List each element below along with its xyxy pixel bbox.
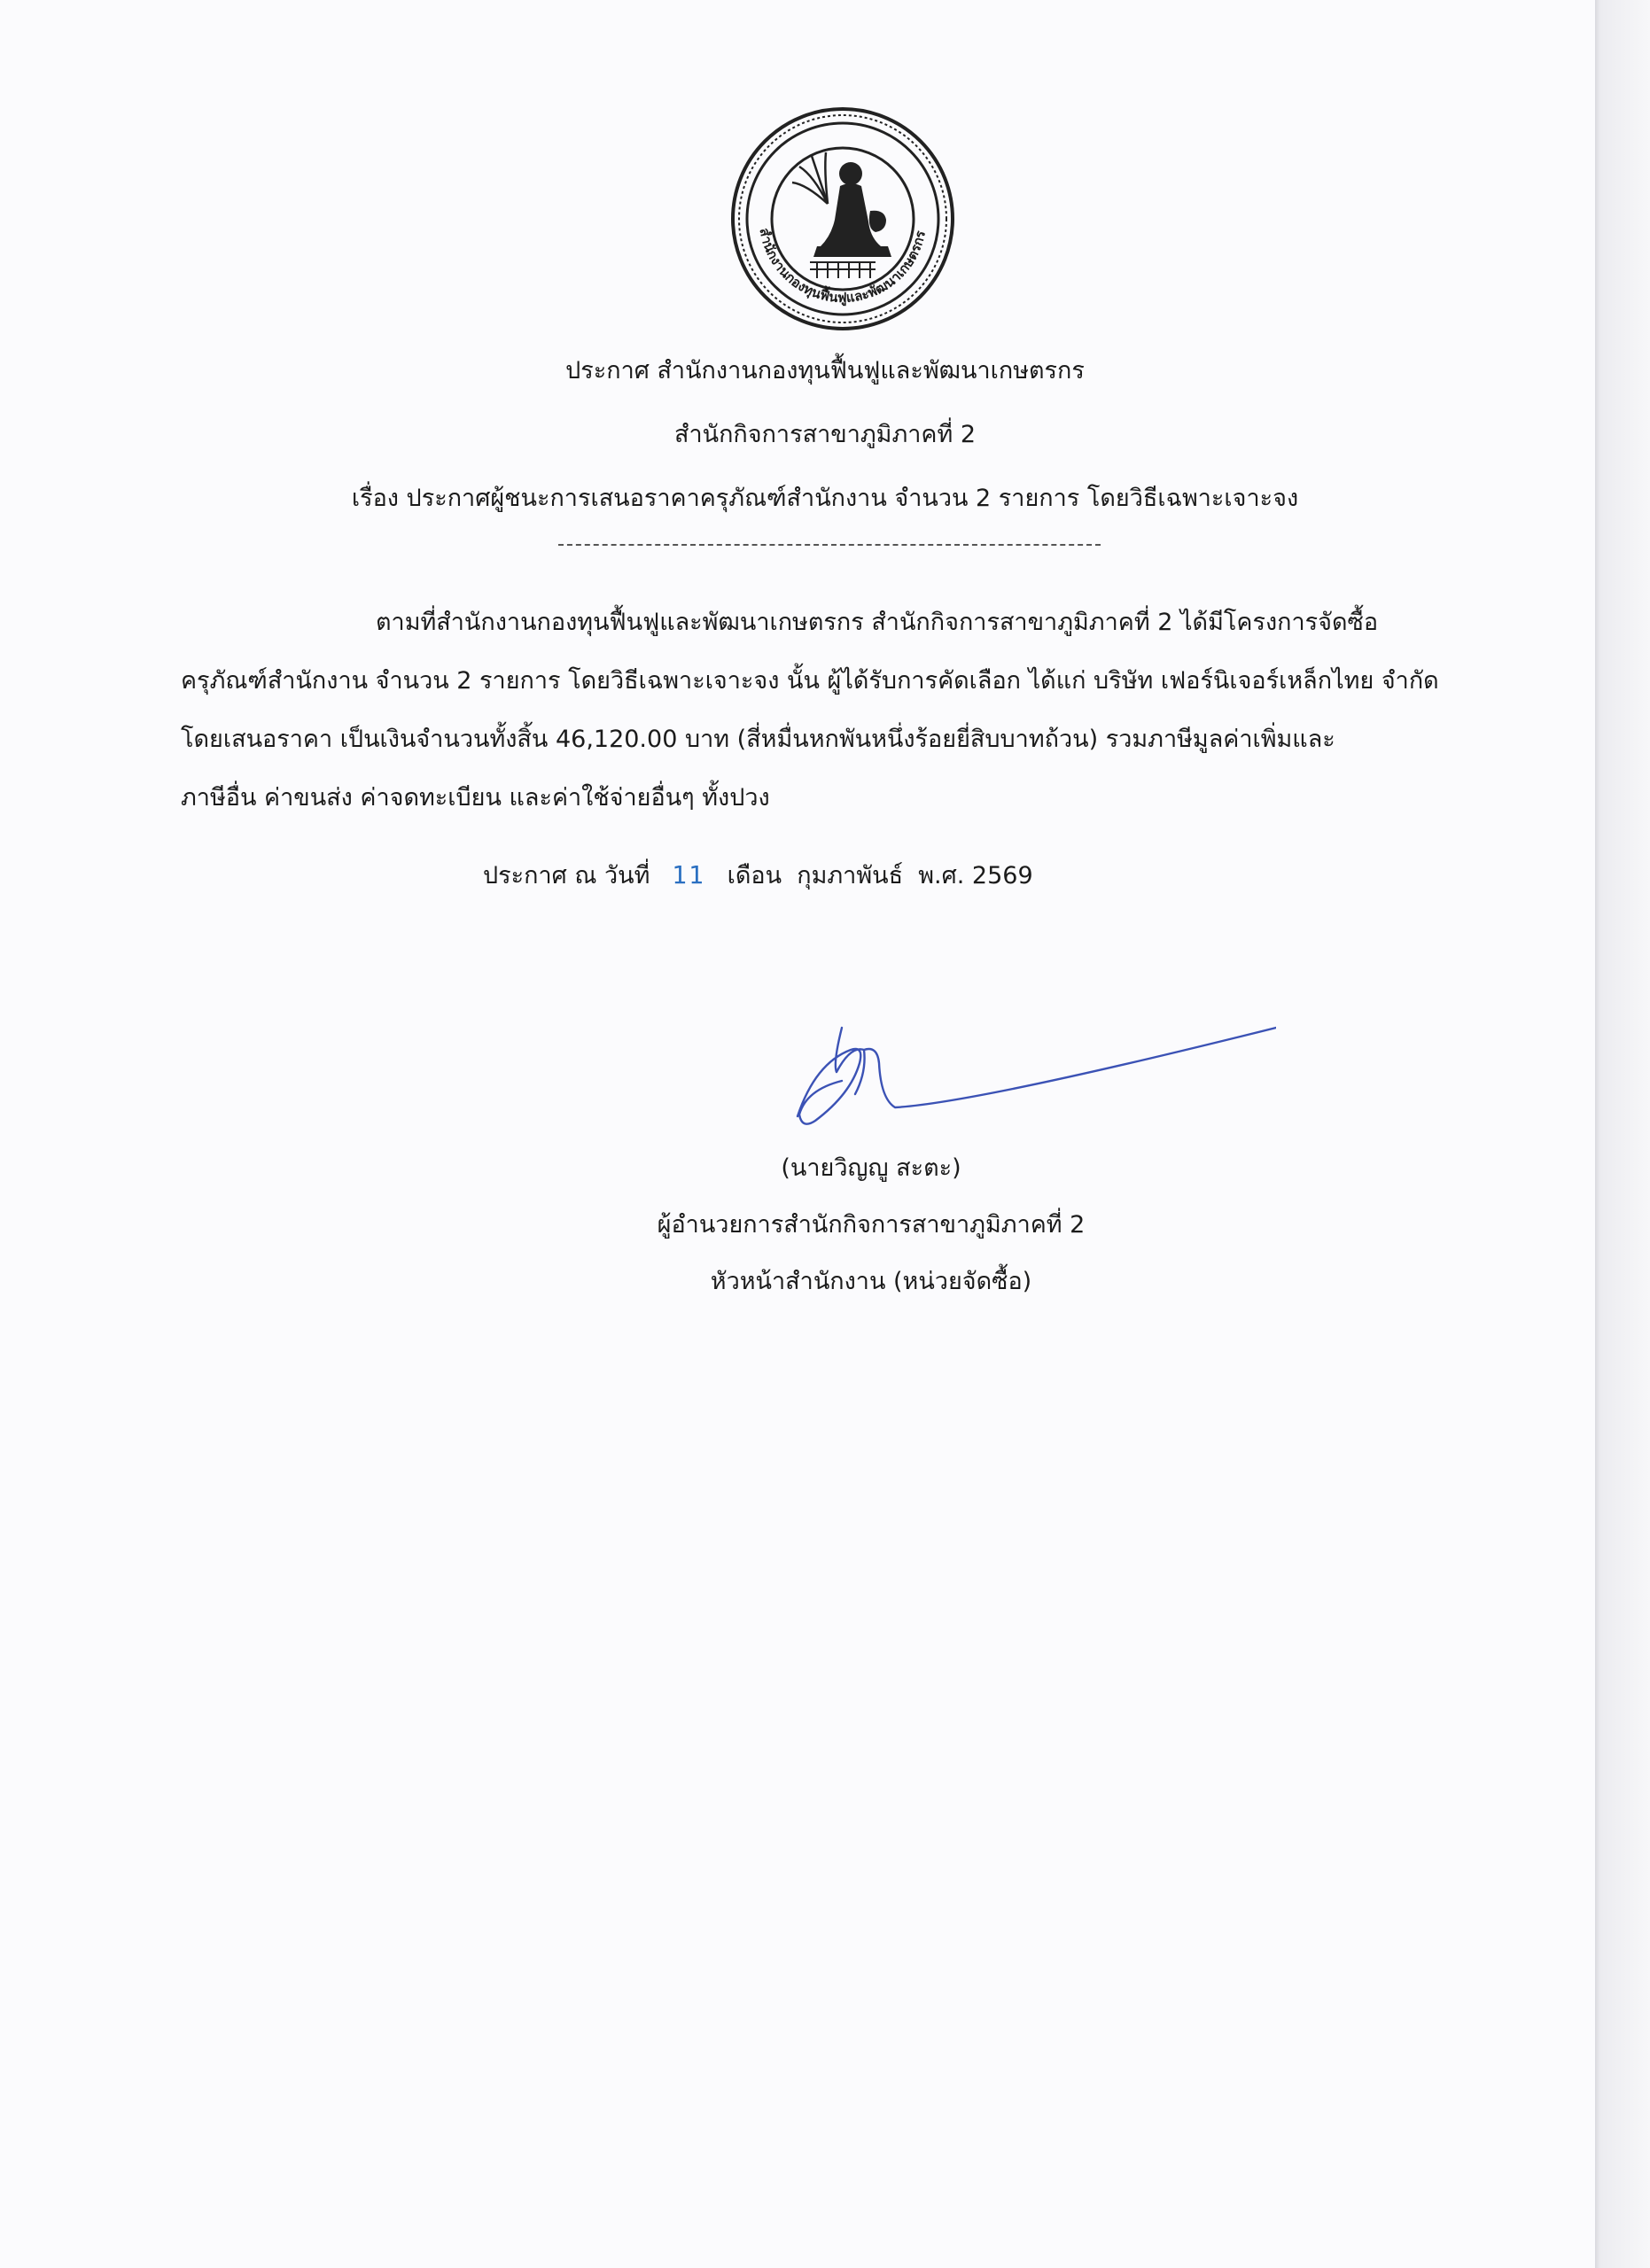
date-day-handwritten: 11 [672, 860, 705, 889]
body-line-3: โดยเสนอราคา เป็นเงินจำนวนทั้งสิ้น 46,120.00 บาท (สี่หมื่นหกพันหนึ่งร้อยยี่สิบบาทถ้วน) รวมภาษีมูลค่าเพิ่มและ [181, 726, 1335, 753]
office-name: สำนักกิจการสาขาภูมิภาคที่ 2 [673, 421, 977, 448]
separator-line [558, 544, 1101, 546]
signer-role: หัวหน้าสำนักงาน (หน่วยจัดซื้อ) [710, 1268, 1032, 1295]
handwritten-signature [780, 1010, 1276, 1143]
seal-ring-text: สำนักงานกองทุนฟื้นฟูและพัฒนาเกษตรกร [756, 226, 929, 307]
body-line-4: ภาษีอื่น ค่าขนส่ง ค่าจดทะเบียน และค่าใช้จ่ายอื่นๆ ทั้งปวง [181, 784, 770, 812]
date-month-label: เดือน [727, 862, 782, 889]
announcement-date [483, 856, 1033, 894]
agency-seal-logo [728, 105, 957, 333]
body-line-1: ตามที่สำนักงานกองทุนฟื้นฟูและพัฒนาเกษตรกร สำนักกิจการสาขาภูมิภาคที่ 2 ได้มีโครงการจัดซื้อ [376, 609, 1379, 636]
date-year: พ.ศ. 2569 [918, 862, 1033, 889]
announcement-title: ประกาศ สำนักงานกองทุนฟื้นฟูและพัฒนาเกษตรกร [565, 357, 1085, 384]
body-line-2: ครุภัณฑ์สำนักงาน จำนวน 2 รายการ โดยวิธีเฉพาะเจาะจง นั้น ผู้ได้รับการคัดเลือก ได้แก่ บริษัท เฟอร์นิเจอร์เหล็กไทย จำกัด [181, 667, 1439, 695]
signer-position: ผู้อำนวยการสำนักกิจการสาขาภูมิภาคที่ 2 [657, 1211, 1086, 1239]
page-edge [1595, 0, 1650, 2268]
signer-name: (นายวิญญู สะตะ) [781, 1154, 961, 1182]
subject-line: เรื่อง ประกาศผู้ชนะการเสนอราคาครุภัณฑ์สำนักงาน จำนวน 2 รายการ โดยวิธีเฉพาะเจาะจง [351, 485, 1299, 512]
date-month: กุมภาพันธ์ [797, 862, 904, 889]
date-prefix: ประกาศ ณ วันที่ [483, 862, 650, 889]
